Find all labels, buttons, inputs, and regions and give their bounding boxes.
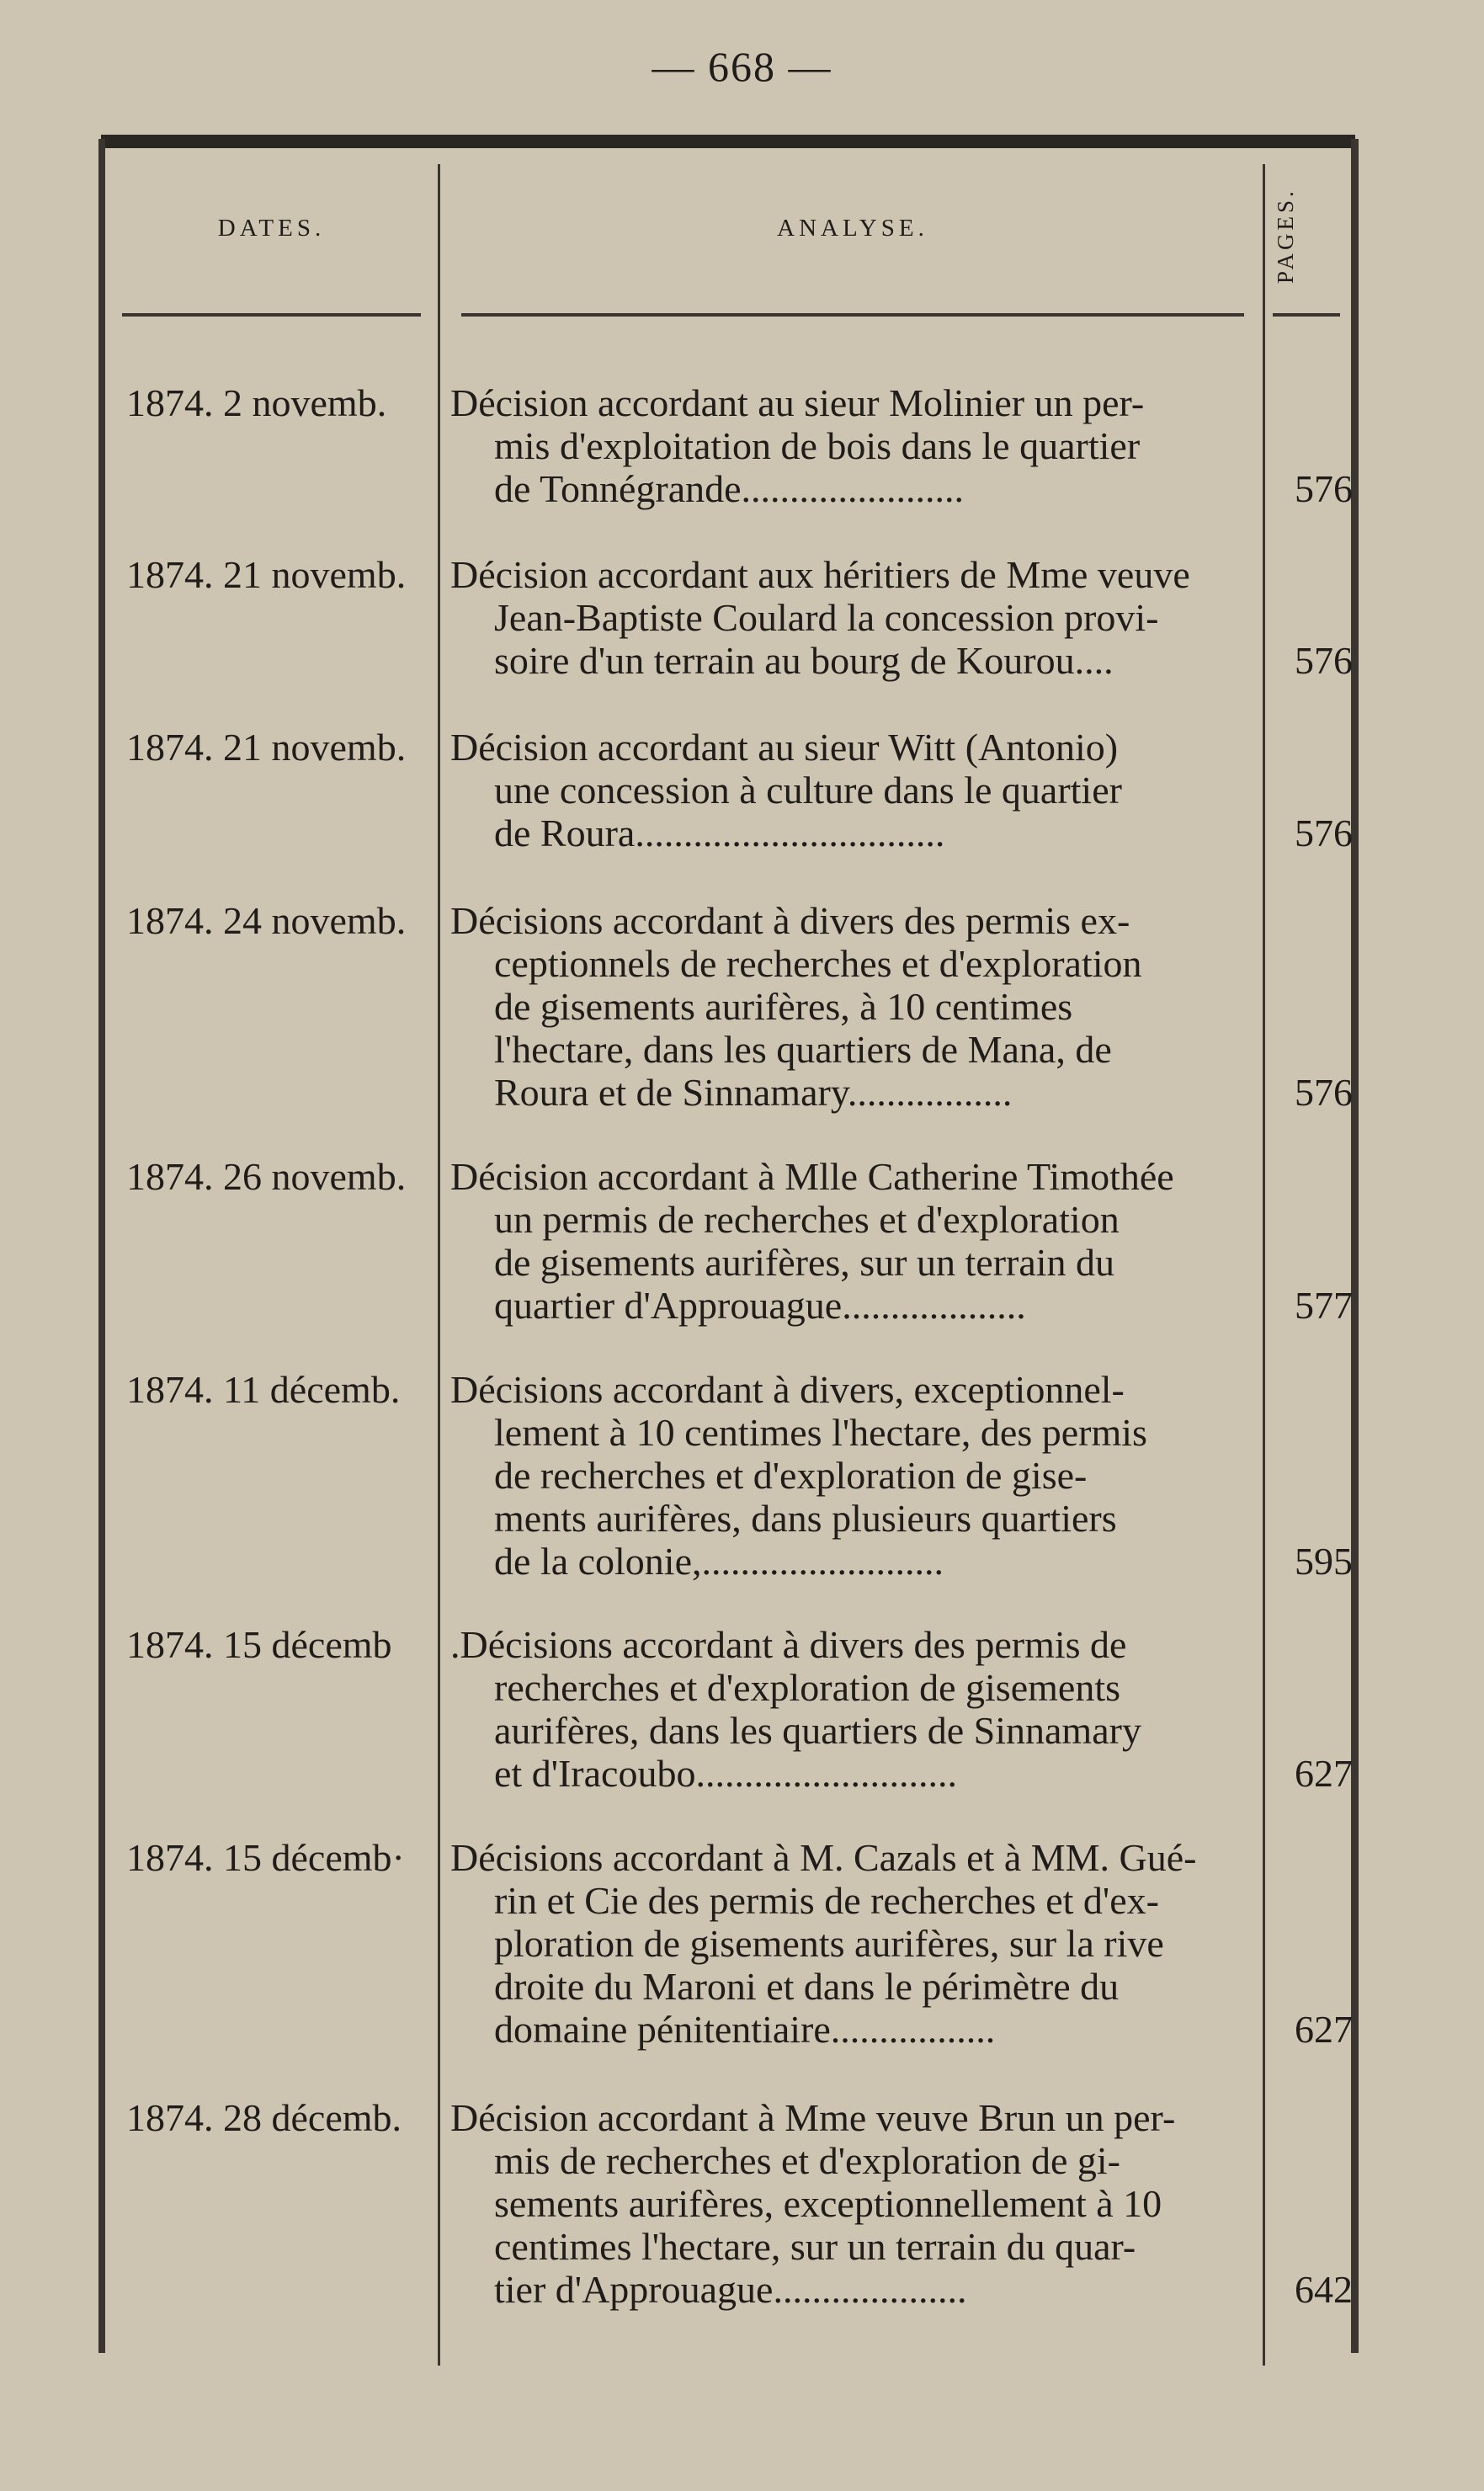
analysis-line: Décision accordant à Mlle Catherine Timothée [450,1155,1174,1198]
header-rule-pages [1273,313,1340,317]
analysis-line: Décisions accordant à divers des permis ex- [450,899,1130,942]
analysis-line: ploration de gisements aurifères, sur la rive [494,1922,1164,1965]
entry-analysis [450,1368,1347,1583]
entry-page: 577 [1295,1284,1353,1327]
analysis-line: Décision accordant aux héritiers de Mme veuve [450,553,1190,596]
entry-date: 1874. 26 novemb. [126,1155,407,1198]
entry-page: 642 [1295,2268,1353,2311]
analysis-line: de recherches et d'exploration de gise- [494,1454,1088,1497]
analysis-line: Décision accordant au sieur Molinier un per- [450,381,1145,424]
entry-page: 576 [1295,639,1353,682]
analysis-line: mis d'exploitation de bois dans le quartier [494,424,1141,467]
entry-date: 1874. 24 novemb. [126,899,407,942]
entry-analysis [450,1155,1347,1327]
analysis-line: sements aurifères, exceptionnellement à 10 [494,2182,1162,2225]
analysis-line: de la colonie,......................... [494,1540,944,1583]
entry-page: 576 [1295,1071,1353,1114]
page-number: — 668 — [652,43,832,90]
entry-analysis [450,1836,1347,2051]
analysis-line: recherches et d'exploration de gisements [494,1666,1120,1709]
entry-date: 1874. 11 décemb. [126,1368,401,1411]
analysis-line: de gisements aurifères, à 10 centimes [494,985,1073,1028]
analysis-line: rin et Cie des permis de recherches et d'ex- [494,1879,1159,1922]
entry-date: 1874. 15 décemb [126,1623,392,1666]
analysis-line: centimes l'hectare, sur un terrain du quar- [494,2225,1136,2268]
analysis-line: mis de recherches et d'exploration de gi- [494,2139,1120,2182]
entry-date: 1874. 2 novemb. [126,381,387,424]
analysis-line: lement à 10 centimes l'hectare, des permis [494,1411,1147,1454]
header-rule-analyse [461,313,1244,317]
analysis-line: Décision accordant à Mme veuve Brun un per- [450,2096,1176,2139]
analysis-line: Décisions accordant à M. Cazals et à MM. Gué- [450,1836,1197,1879]
entry-page: 627 [1295,2008,1353,2051]
analysis-line: une concession à culture dans le quartier [494,769,1122,812]
frame-left-border [98,139,105,2353]
header-analyse: ANALYSE. [777,215,928,242]
analysis-line: et d'Iracoubo........................... [494,1752,957,1795]
entry-analysis [450,2096,1347,2311]
analysis-line: droite du Maroni et dans le périmètre du [494,1965,1120,2008]
entry-analysis [450,899,1347,1114]
analysis-line: de gisements aurifères, sur un terrain du [494,1241,1115,1284]
analysis-line: .Décisions accordant à divers des permis de [450,1623,1127,1666]
entry-date: 1874. 15 décemb· [126,1836,405,1879]
analysis-line: un permis de recherches et d'exploration [494,1198,1120,1241]
analysis-line: domaine pénitentiaire................. [494,2008,996,2051]
analysis-line: ments aurifères, dans plusieurs quartiers [494,1497,1117,1540]
analysis-line: Décision accordant au sieur Witt (Antonio) [450,726,1119,769]
entry-analysis [450,1623,1347,1795]
analysis-line: Roura et de Sinnamary................. [494,1071,1013,1114]
column-divider-dates [438,164,440,2366]
analysis-line: de Roura................................ [494,812,945,854]
analysis-line: Décisions accordant à divers, exceptionnel- [450,1368,1125,1411]
entry-analysis [450,381,1347,510]
analysis-line: tier d'Approuague.................... [494,2268,967,2311]
entry-page: 627 [1295,1752,1353,1795]
entry-analysis [450,553,1347,682]
entry-page: 576 [1295,467,1353,510]
top-rule [101,135,1355,148]
entry-page: 576 [1295,812,1353,854]
header-pages: PAGES. [1273,188,1298,284]
entry-date: 1874. 21 novemb. [126,553,407,596]
entry-date: 1874. 21 novemb. [126,726,407,769]
header-dates: DATES. [217,215,326,242]
analysis-line: aurifères, dans les quartiers de Sinnamary [494,1709,1141,1752]
entry-date: 1874. 28 décemb. [126,2096,402,2139]
header-rule-dates [122,313,421,317]
analysis-line: ceptionnels de recherches et d'exploration [494,942,1142,985]
analysis-line: de Tonnégrande....................... [494,467,965,510]
analysis-line: soire d'un terrain au bourg de Kourou.... [494,639,1114,682]
analysis-line: quartier d'Approuague................... [494,1284,1026,1327]
entry-page: 595 [1295,1540,1353,1583]
analysis-line: Jean-Baptiste Coulard la concession provi- [494,596,1159,639]
analysis-line: l'hectare, dans les quartiers de Mana, de [494,1028,1112,1071]
entry-analysis [450,726,1347,854]
